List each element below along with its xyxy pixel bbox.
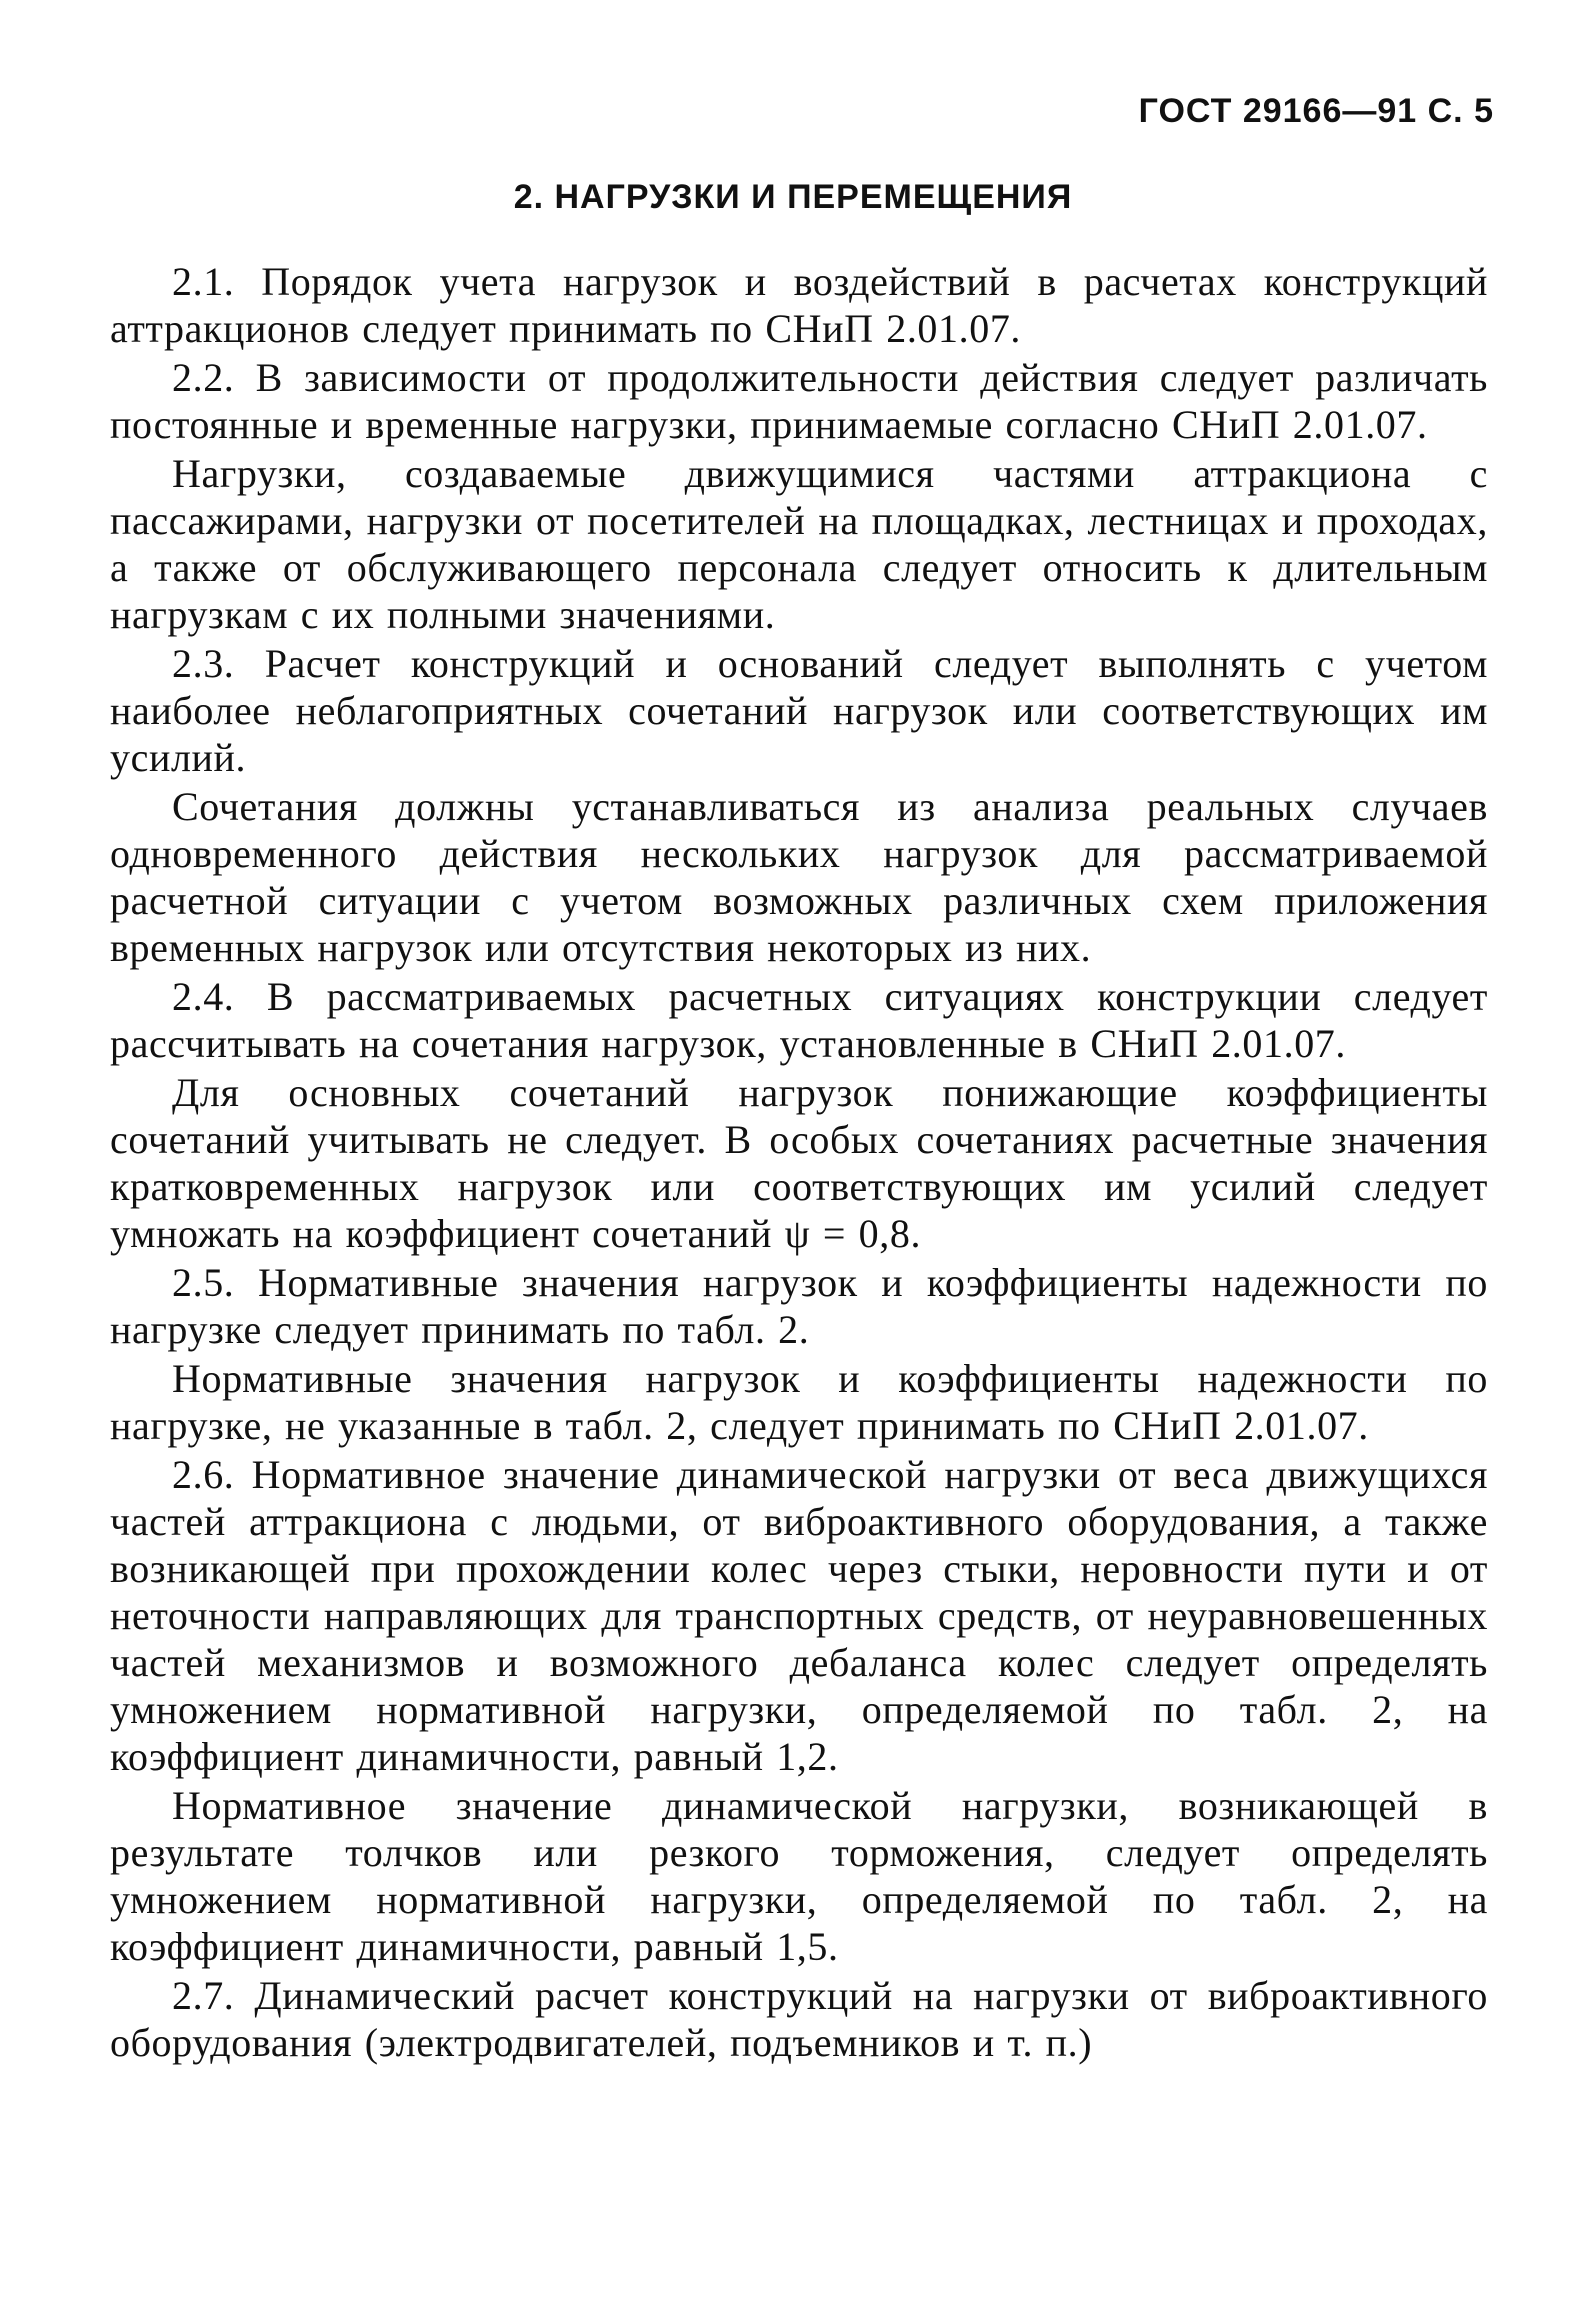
body-text xyxy=(110,258,1488,2066)
paragraph-2-1: 2.1. Порядок учета нагрузок и воздействий в расчетах конструкций аттракционов следует принимать по СНиП 2.01.07. xyxy=(110,259,1488,351)
paragraph-2-5-other: Нормативные значения нагрузок и коэффициенты надежности по нагрузке, не указанные в табл. 2, следует принимать по СНиП 2.01.07. xyxy=(110,1356,1488,1448)
paragraph-2-2: 2.2. В зависимости от продолжительности действия следует различать постоянные и временные нагрузки, принимаемые согласно СНиП 2.01.07. xyxy=(110,355,1488,447)
paragraph-2-6: 2.6. Нормативное значение динамической нагрузки от веса движущихся частей аттракциона с людьми, от виброактивного оборудования, а также возникающей при прохождении колес через стыки, неровности пути и от неточности направляющих для транспортных средств, от неуравновешенных частей механизмов и возможного дебаланса колес следует определять умножением нормативной нагрузки, определяемой по табл. 2, на коэффициент динамичности, равный 1,2. xyxy=(110,1452,1488,1779)
paragraph-2-5: 2.5. Нормативные значения нагрузок и коэффициенты надежности по нагрузке следует принимать по табл. 2. xyxy=(110,1260,1488,1352)
paragraph-2-3-combinations: Сочетания должны устанавливаться из анализа реальных случаев одновременного действия нескольких нагрузок для рассматриваемой расчетной ситуации с учетом возможных различных схем приложения временных нагрузок или отсутствия некоторых из них. xyxy=(110,784,1488,970)
paragraph-2-3: 2.3. Расчет конструкций и оснований следует выполнять с учетом наиболее неблагоприятных сочетаний нагрузок или соответствующих им усилий. xyxy=(110,641,1488,780)
paragraph-2-4-coefficients: Для основных сочетаний нагрузок понижающие коэффициенты сочетаний учитывать не следует. В особых сочетаниях расчетные значения кратковременных нагрузок или соответствующих им усилий следует умножать на коэффициент сочетаний ψ = 0,8. xyxy=(110,1070,1488,1256)
paragraph-2-4: 2.4. В рассматриваемых расчетных ситуациях конструкции следует рассчитывать на сочетания нагрузок, установленные в СНиП 2.01.07. xyxy=(110,974,1488,1066)
paragraph-2-7: 2.7. Динамический расчет конструкций на нагрузки от виброактивного оборудования (электродвигателей, подъемников и т. п.) xyxy=(110,1973,1488,2065)
section-title: 2. НАГРУЗКИ И ПЕРЕМЕЩЕНИЯ xyxy=(513,178,1073,216)
paragraph-2-2-loads: Нагрузки, создаваемые движущимися частями аттракциона с пассажирами, нагрузки от посетителей на площадках, лестницах и проходах, а также от обслуживающего персонала следует относить к длительным нагрузкам с их полными значениями. xyxy=(110,451,1488,637)
running-header: ГОСТ 29166—91 С. 5 xyxy=(1138,92,1494,130)
paragraph-2-6-dynamic: Нормативное значение динамической нагрузки, возникающей в результате толчков или резкого торможения, следует определять умножением нормативной нагрузки, определяемой по табл. 2, на коэффициент динамичности, равный 1,5. xyxy=(110,1783,1488,1969)
